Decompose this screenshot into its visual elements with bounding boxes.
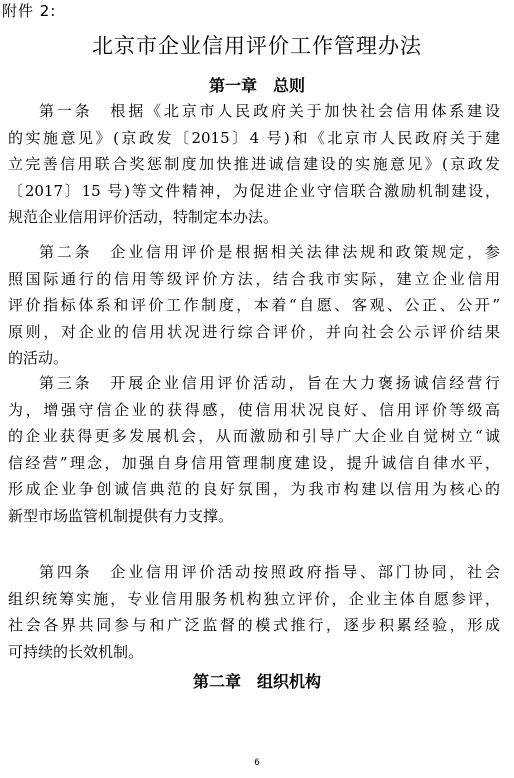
article-line: 信经营”理念，加强自身信用管理制度建设，提升诚信自律水平， <box>8 453 500 472</box>
chapter-name: 组织机构 <box>257 672 322 691</box>
attachment-label: 附件 2: <box>2 2 57 20</box>
article-4 <box>8 559 500 665</box>
chapter-name: 总则 <box>273 76 306 95</box>
article-line: 的活动。 <box>8 349 69 367</box>
article-line: 的实施意见》(京政发〔2015〕4 号)和《北京市人民政府关于建 <box>8 128 500 147</box>
article-line: 规范企业信用评价活动，特制定本办法。 <box>8 208 279 226</box>
article-line: 原则，对企业的信用状况进行综合评价，并向社会公示评价结果 <box>8 322 500 341</box>
article-line: 为，增强守信企业的获得感，使信用状况良好、信用评价等级高 <box>8 400 500 419</box>
chapter-number: 第一章 <box>208 76 257 95</box>
article-line: 第二条 企业信用评价是根据相关法律法规和政策规定，参 <box>39 243 500 261</box>
chapter-heading-1 <box>0 75 514 97</box>
chapter-heading-2 <box>0 671 514 693</box>
article-line: 社会各界共同参与和广泛监督的模式推行，逐步积累经验，形成 <box>8 616 500 634</box>
article-line: 的企业获得更多发展机会，从而激励和引导广大企业自觉树立“诚 <box>8 427 500 445</box>
document-title: 北京市企业信用评价工作管理办法 <box>92 34 422 58</box>
article-2 <box>8 239 500 372</box>
article-line: 形成企业争创诚信典范的良好氛围，为我市构建以信用为核心的 <box>8 480 500 498</box>
article-line: 新型市场监管机制提供有力支撑。 <box>8 506 234 525</box>
article-line: 组织统筹实施，专业信用服务机构独立评价，企业主体自愿参评， <box>8 589 500 608</box>
article-line: 可持续的长效机制。 <box>8 642 144 661</box>
article-3 <box>8 370 500 529</box>
article-line: 第一条 根据《北京市人民政府关于加快社会信用体系建设 <box>39 102 500 120</box>
article-line: 评价指标体系和评价工作制度，本着“自愿、客观、公正、公开” <box>8 296 500 314</box>
article-line: 第三条 开展企业信用评价活动，旨在大力褒扬诚信经营行 <box>39 374 500 392</box>
page-number: 6 <box>254 758 260 768</box>
article-line: 立完善信用联合奖惩制度加快推进诚信建设的实施意见》(京政发 <box>8 155 500 173</box>
article-line: 照国际通行的信用等级评价方法，结合我市实际，建立企业信用 <box>8 269 500 288</box>
article-1 <box>8 98 500 231</box>
chapter-number: 第二章 <box>192 672 241 691</box>
article-line: 第四条 企业信用评价活动按照政府指导、部门协同，社会 <box>39 563 500 581</box>
article-line: 〔2017〕15 号)等文件精神，为促进企业守信联合激励机制建设， <box>8 181 500 200</box>
